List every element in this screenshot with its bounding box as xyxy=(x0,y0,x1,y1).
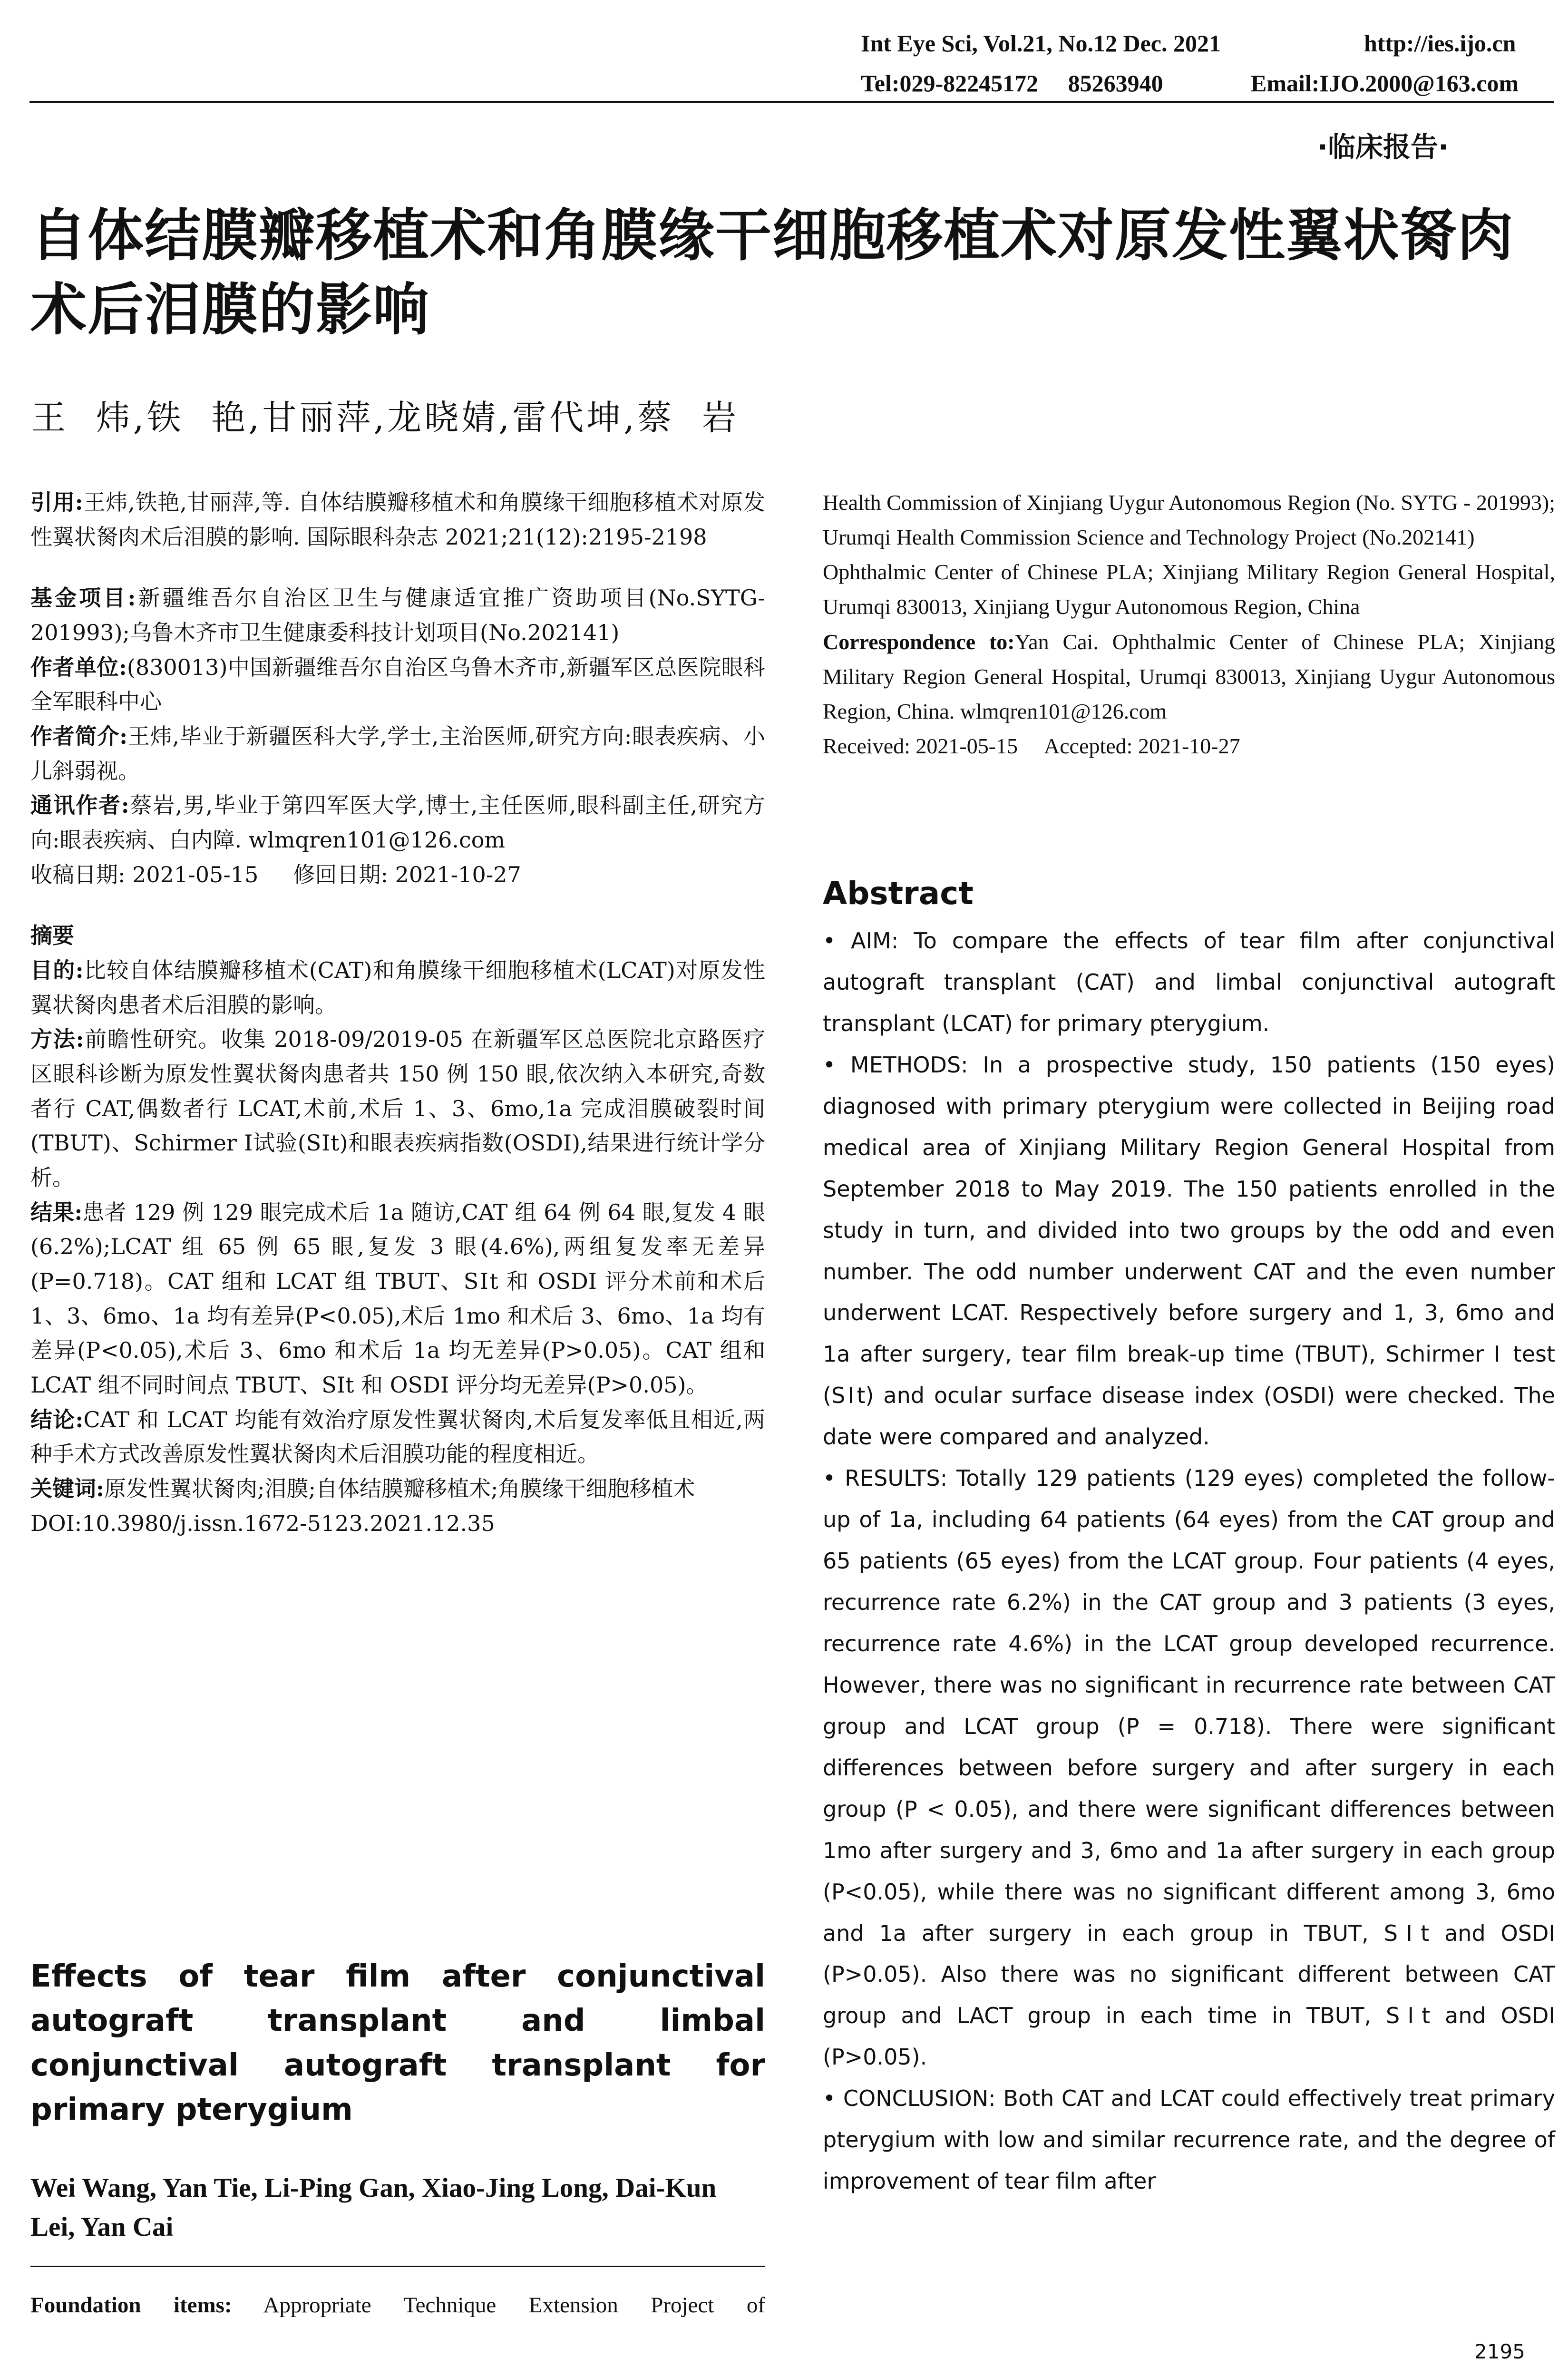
abstract-en xyxy=(823,920,1555,2202)
abstract-en-heading: Abstract xyxy=(823,875,974,912)
received-accepted: Received: 2021-05-15 Accepted: 2021-10-27 xyxy=(823,733,1240,758)
journal-info: Int Eye Sci, Vol.21, No.12 Dec. 2021 xyxy=(861,30,1221,57)
abstract-en-conclusion: • CONCLUSION: Both CAT and LCAT could effectively treat primary pterygium with low and similar recurrence rate, and the degree of improvement of tear film after xyxy=(823,2085,1555,2194)
author-bio: 作者简介:王炜,毕业于新疆医科大学,学士,主治医师,研究方向:眼表疾病、小儿斜弱视。 xyxy=(30,723,765,784)
page-number: 2195 xyxy=(1474,2340,1525,2363)
journal-tel: Tel:029-82245172 85263940 xyxy=(861,70,1163,97)
footnote-rule xyxy=(30,2266,765,2267)
english-authors: Wei Wang, Yan Tie, Li-Ping Gan, Xiao-Jing Long, Dai-Kun Lei, Yan Cai xyxy=(30,2173,717,2242)
english-title: Effects of tear film after conjunctival autograft transplant and limbal conjunctival autograft transplant for primary pterygium xyxy=(30,1959,765,2128)
abstract-en-aim: • AIM: To compare the effects of tear film after conjunctival autograft transplant (CAT) and limbal conjunctival autograft transplant (LCAT) for primary pterygium. xyxy=(823,928,1555,1036)
funding: 基金项目:新疆维吾尔自治区卫生与健康适宜推广资助项目(No.SYTG-201993);乌鲁木齐市卫生健康委科技计划项目(No.202141) xyxy=(30,585,765,646)
abstract-cn-results: 结果:患者 129 例 129 眼完成术后 1a 随访,CAT 组 64 例 64 眼,复发 4 眼(6.2%);LCAT 组 65 例 65 眼,复发 3 眼(4.6%),两组复发率无差异(P=0.718)。CAT 组和 LCAT 组 TBUT、SⅠt 和 OSDI 评分术前和术后 1、3、6mo、1a 均有差异(P<0.05),术后 1mo 和术后 3、6mo、1a 均有差异(P<0.05),术后 3、6mo 和术后 1a 均无差异(P>0.05)。CAT 组和 LCAT 组不同时间点 TBUT、SⅠt 和 OSDI 评分均无差异(P>0.05)。 xyxy=(30,1199,765,1398)
foundation-items-en: Foundation items: Appropriate Technique Extension Project of xyxy=(30,2293,765,2318)
doi: DOI:10.3980/j.issn.1672-5123.2021.12.35 xyxy=(30,1510,495,1536)
right-column-front xyxy=(823,485,1555,763)
abstract-en-methods: • METHODS: In a prospective study, 150 patients (150 eyes) diagnosed with primary pterygium were collected in Beijing road medical area of Xinjiang Military Region General Hospital from September 2018 to May 2019. The 150 patients enrolled in the study in turn, and divided into two groups by the odd and even number. The odd number underwent CAT and the even number underwent LCAT. Respectively before surgery and 1, 3, 6mo and 1a after surgery, tear film break-up time (TBUT), Schirmer Ⅰ test (SⅠt) and ocular surface disease index (OSDI) were checked. The date were compared and analyzed. xyxy=(823,1052,1555,1450)
authors-cn: 王 炜,铁 艳,甘丽萍,龙晓婧,雷代坤,蔡 岩 xyxy=(31,398,739,438)
correspondence-en: Correspondence to:Yan Cai. Ophthalmic Center of Chinese PLA; Xinjiang Military Region General Hospital, Urumqi 830013, Xinjiang Uygur Autonomous Region, China. wlmqren101@126.com xyxy=(823,629,1556,723)
abstract-cn-objective: 目的:比较自体结膜瓣移植术(CAT)和角膜缘干细胞移植术(LCAT)对原发性翼状胬肉患者术后泪膜的影响。 xyxy=(30,957,765,1018)
foundation-cont: Health Commission of Xinjiang Uygur Autonomous Region (No. SYTG - 201993); Urumqi Health Commission Science and Technology Project (No.202141) xyxy=(823,490,1555,550)
abstract-cn-heading: 摘要 xyxy=(30,923,74,949)
affiliation-en: Ophthalmic Center of Chinese PLA; Xinjiang Military Region General Hospital, Urumqi 830013, Xinjiang Uygur Autonomous Region, China xyxy=(823,560,1555,619)
journal-email[interactable]: Email:IJO.2000@163.com xyxy=(1251,70,1519,97)
abstract-cn-conclusion: 结论:CAT 和 LCAT 均能有效治疗原发性翼状胬肉,术后复发率低且相近,两种手术方式改善原发性翼状胬肉术后泪膜功能的程度相近。 xyxy=(30,1406,765,1467)
abstract-en-results: • RESULTS: Totally 129 patients (129 eyes) completed the follow-up of 1a, including 64 patients (64 eyes) from the CAT group and 65 patients (65 eyes) from the LCAT group. Four patients (4 eyes, recurrence rate 6.2%) in the CAT group and 3 patients (3 eyes, recurrence rate 4.6%) in the LCAT group developed recurrence. However, there was no significant in recurrence rate between CAT group and LCAT group (P = 0.718). There were significant differences between before surgery and after surgery in each group (P < 0.05), and there were significant differences between 1mo after surgery and 3, 6mo and 1a after surgery in each group (P<0.05), while there was no significant different among 3, 6mo and 1a after surgery in each group in TBUT, SⅠt and OSDI (P>0.05). Also there was no significant different between CAT group and LACT group in each time in TBUT, SⅠt and OSDI (P>0.05). xyxy=(823,1465,1555,2070)
abstract-cn-methods: 方法:前瞻性研究。收集 2018-09/2019-05 在新疆军区总医院北京路医疗区眼科诊断为原发性翼状胬肉患者共 150 例 150 眼,依次纳入本研究,奇数者行 CAT,偶数者行 LCAT,术前,术后 1、3、6mo,1a 完成泪膜破裂时间(TBUT)、Schirmer Ⅰ试验(SⅠt)和眼表疾病指数(OSDI),结果进行统计学分析。 xyxy=(30,1026,765,1191)
journal-url[interactable]: http://ies.ijo.cn xyxy=(1364,30,1516,57)
corresponding-author: 通讯作者:蔡岩,男,毕业于第四军医大学,博士,主任医师,眼科副主任,研究方向:眼表疾病、白内障. wlmqren101@126.com xyxy=(30,792,766,853)
citation: 引用:王炜,铁艳,甘丽萍,等. 自体结膜瓣移植术和角膜缘干细胞移植术对原发性翼状胬肉术后泪膜的影响. 国际眼科杂志 2021;21(12):2195-2198 xyxy=(30,489,765,550)
affiliation: 作者单位:(830013)中国新疆维吾尔自治区乌鲁木齐市,新疆军区总医院眼科 全军眼科中心 xyxy=(30,654,765,715)
section-label: ·临床报告· xyxy=(1317,131,1449,163)
header-rule xyxy=(29,101,1554,103)
keywords-cn: 关键词:原发性翼状胬肉;泪膜;自体结膜瓣移植术;角膜缘干细胞移植术 xyxy=(30,1476,695,1502)
left-column-cn xyxy=(30,485,765,1540)
dates-cn: 收稿日期: 2021-05-15 修回日期: 2021-10-27 xyxy=(30,861,521,887)
page-title: 自体结膜瓣移植术和角膜缘干细胞移植术对原发性翼状胬肉术后泪膜的影响 xyxy=(30,203,1515,342)
